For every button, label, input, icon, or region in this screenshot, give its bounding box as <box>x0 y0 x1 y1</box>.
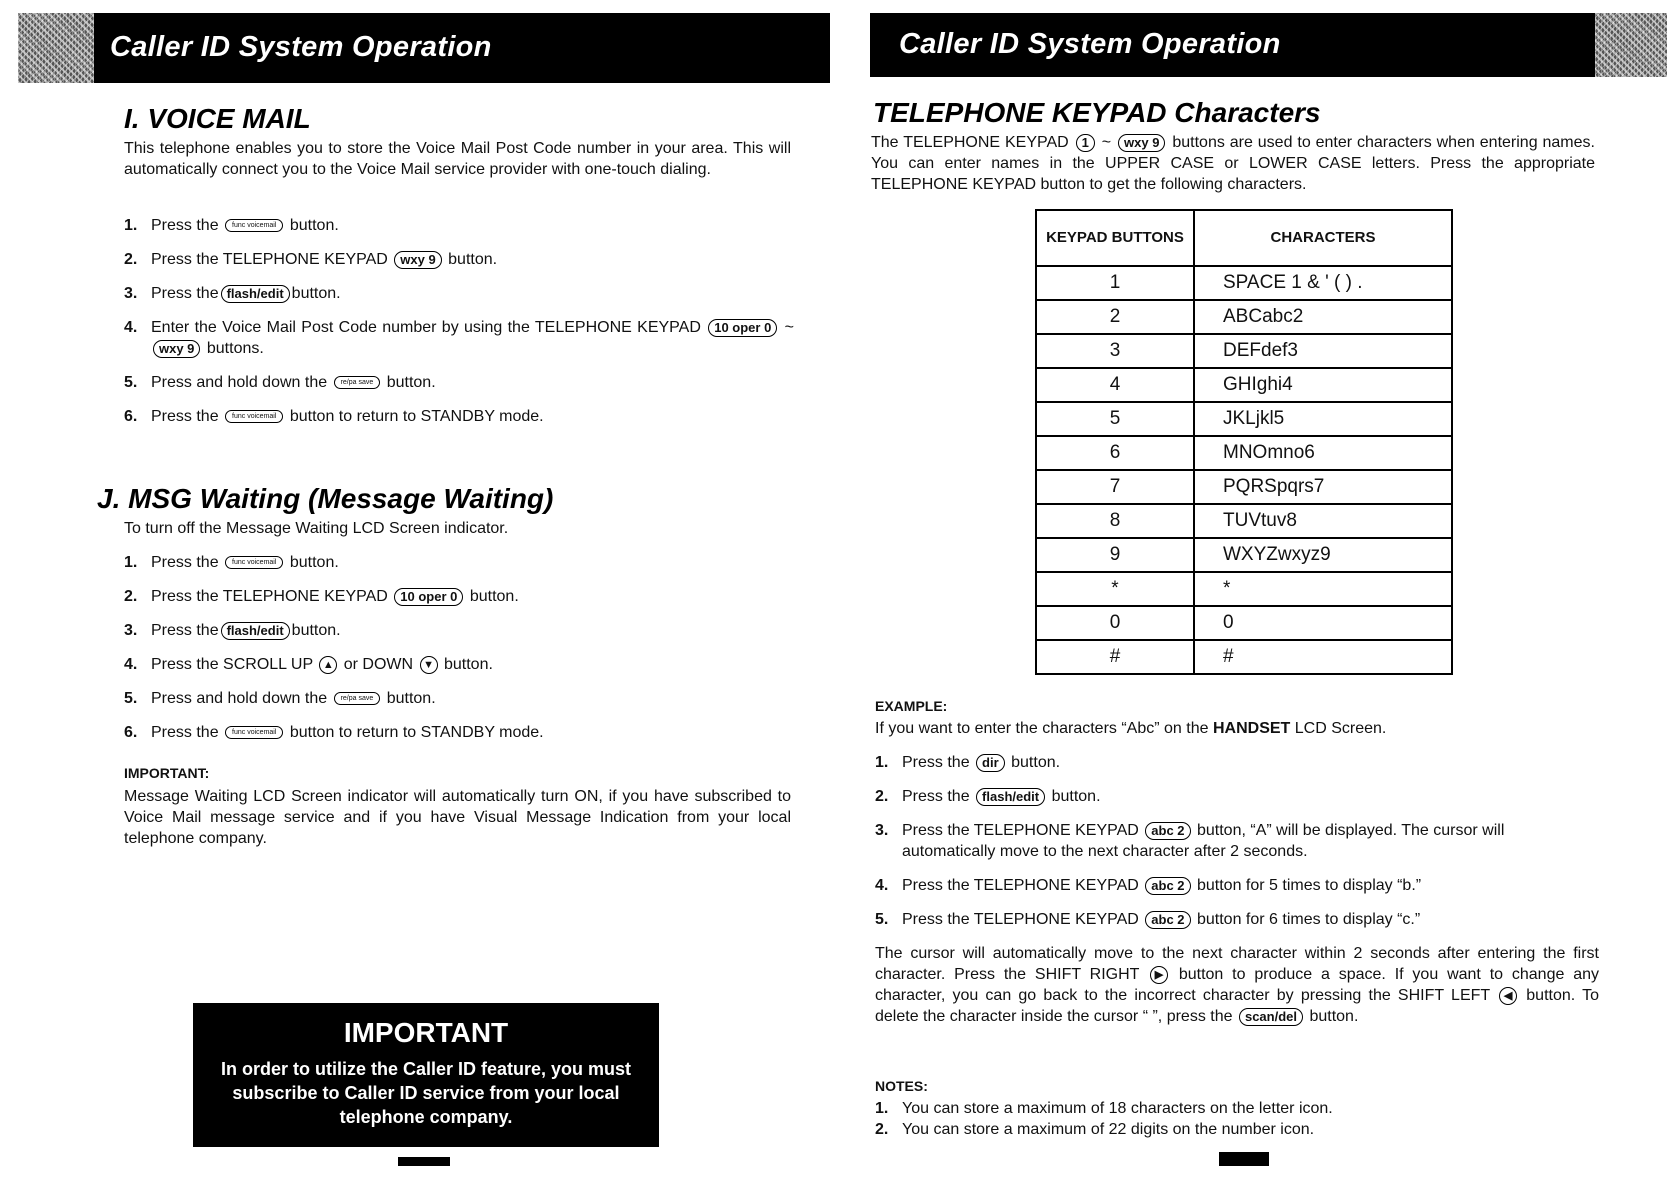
banner-texture <box>18 13 94 83</box>
example-label: EXAMPLE: <box>875 698 948 714</box>
scroll-up-icon: ▲ <box>319 656 337 674</box>
important-box-title: IMPORTANT <box>343 1017 509 1048</box>
list-item: 2. You can store a maximum of 22 digits on the number icon. <box>875 1121 1315 1138</box>
func-voicemail-key-icon: func voicemail <box>225 726 283 739</box>
list-item: 2. Press the TELEPHONE KEYPAD wxy 9 button. <box>124 251 498 268</box>
shift-right-icon: ▶ <box>1150 966 1168 984</box>
banner-title: Caller ID System Operation <box>899 28 1281 60</box>
keypad-9-key-icon: wxy 9 <box>394 251 441 269</box>
table-header-row <box>1036 210 1452 266</box>
important-box-body: In order to utilize the Caller ID feature, you must subscribe to Caller ID service from your local telephone company. <box>220 1059 632 1127</box>
keypad-9-key-icon: wxy 9 <box>153 340 200 358</box>
shift-left-icon: ◀ <box>1499 987 1517 1005</box>
func-voicemail-key-icon: func voicemail <box>225 219 283 232</box>
example-steps <box>875 752 1599 930</box>
notes-label: NOTES: <box>875 1078 928 1094</box>
keypad-heading: TELEPHONE KEYPAD Characters <box>873 97 1321 128</box>
table-row: 5 JKLjkl5 <box>1036 402 1452 436</box>
col-header-characters: CHARACTERS <box>1194 210 1452 266</box>
list-item: 1. You can store a maximum of 18 characters on the letter icon. <box>875 1100 1333 1117</box>
scroll-down-icon: ▼ <box>420 656 438 674</box>
msg-waiting-heading: J. MSG Waiting (Message Waiting) <box>97 483 554 514</box>
list-item: 5. Press and hold down the re/pa save button. <box>124 690 436 707</box>
table-row: 8 TUVtuv8 <box>1036 504 1452 538</box>
list-item: 5. Press and hold down the re/pa save button. <box>124 374 436 391</box>
list-item: 4. Press the SCROLL UP ▲ or DOWN ▼ button. <box>124 656 493 673</box>
list-item: 1. Press the dir button. <box>875 754 1061 771</box>
flash-edit-key-icon: flash/edit <box>221 622 290 640</box>
flash-edit-key-icon: flash/edit <box>221 285 290 303</box>
func-voicemail-key-icon: func voicemail <box>225 410 283 423</box>
list-item: 4. Enter the Voice Mail Post Code number by using the TELEPHONE KEYPAD 10 oper 0 ~ wxy 9 buttons. <box>124 319 794 357</box>
right-page <box>839 0 1678 1185</box>
table-row: 6 MNOmno6 <box>1036 436 1452 470</box>
scan-del-key-icon: scan/del <box>1239 1008 1303 1026</box>
voice-mail-heading: I. VOICE MAIL <box>124 103 311 134</box>
voice-mail-steps <box>124 215 794 427</box>
col-header-keypad: KEYPAD BUTTONS <box>1036 210 1194 266</box>
important-box <box>193 1003 659 1147</box>
list-item: 2. Press the TELEPHONE KEYPAD 10 oper 0 button. <box>124 588 519 605</box>
keypad-2-key-icon: abc 2 <box>1145 877 1190 895</box>
list-item: 2. Press the flash/edit button. <box>875 788 1101 805</box>
table-row: * * <box>1036 572 1452 606</box>
msg-waiting-steps <box>124 552 794 743</box>
list-item: 6. Press the func voicemail button to return to STANDBY mode. <box>124 724 544 741</box>
func-voicemail-key-icon: func voicemail <box>225 556 283 569</box>
table-row: 4 GHIghi4 <box>1036 368 1452 402</box>
table-row: 1 SPACE 1 & ' ( ) . <box>1036 266 1452 300</box>
keypad-2-key-icon: abc 2 <box>1145 911 1190 929</box>
banner-title: Caller ID System Operation <box>110 31 492 63</box>
list-item: 5. Press the TELEPHONE KEYPAD abc 2 button for 6 times to display “c.” <box>875 911 1421 928</box>
list-item: 4. Press the TELEPHONE KEYPAD abc 2 button for 5 times to display “b.” <box>875 877 1422 894</box>
redial-pause-save-key-icon: re/pa save <box>334 376 381 389</box>
page-number-mark <box>398 1157 450 1166</box>
list-item: 3. Press the TELEPHONE KEYPAD abc 2 button, “A” will be displayed. The cursor will automatically move to the next character after 2 seconds. <box>875 822 1505 860</box>
table-row: 7 PQRSpqrs7 <box>1036 470 1452 504</box>
table-row: # # <box>1036 640 1452 674</box>
table-row: 2 ABCabc2 <box>1036 300 1452 334</box>
keypad-intro: The TELEPHONE KEYPAD 1 ~ wxy 9 buttons are used to enter characters when entering names. You can enter names in the UPPER CASE or LOWER CASE letters. Press the appropriate TELEPHONE KEYPAD button to get the following characters. <box>871 134 1595 193</box>
page-number-mark <box>1219 1152 1269 1166</box>
important-text: Message Waiting LCD Screen indicator will automatically turn ON, if you have subscribed to Voice Mail message service and if you have Visual Message Indication from your local telephone company. <box>124 788 791 847</box>
keypad-1-key-icon: 1 <box>1076 134 1095 152</box>
keypad-0-key-icon: 10 oper 0 <box>708 319 777 337</box>
example-intro: If you want to enter the characters “Abc” on the HANDSET LCD Screen. <box>875 720 1387 737</box>
table-row: 3 DEFdef3 <box>1036 334 1452 368</box>
important-label: IMPORTANT: <box>124 765 210 781</box>
notes-list <box>875 1098 1599 1140</box>
dir-key-icon: dir <box>976 754 1005 772</box>
banner <box>870 13 1667 77</box>
cursor-paragraph: The cursor will automatically move to the next character within 2 seconds after entering the first character. Press the SHIFT RIGHT ▶ button to produce a space. If you want to change any character, you can go back to the incorrect character by pressing the SHIFT LEFT ◀ button. To delete the character inside the cursor “ ”, press the scan/del button. <box>875 945 1599 1025</box>
keypad-9-key-icon: wxy 9 <box>1118 134 1165 152</box>
table-row: 0 0 <box>1036 606 1452 640</box>
redial-pause-save-key-icon: re/pa save <box>334 692 381 705</box>
list-item: 3. Press the flash/edit button. <box>124 622 341 639</box>
keypad-0-key-icon: 10 oper 0 <box>394 588 463 606</box>
keypad-2-key-icon: abc 2 <box>1145 822 1190 840</box>
banner-texture <box>1595 13 1667 77</box>
voice-mail-intro: This telephone enables you to store the Voice Mail Post Code number in your area. This will automatically connect you to the Voice Mail service provider with one-touch dialing. <box>124 140 791 178</box>
keypad-characters-table <box>1035 209 1453 675</box>
list-item: 1. Press the func voicemail button. <box>124 554 339 571</box>
list-item: 1. Press the func voicemail button. <box>124 217 339 234</box>
table-row: 9 WXYZwxyz9 <box>1036 538 1452 572</box>
flash-edit-key-icon: flash/edit <box>976 788 1045 806</box>
msg-waiting-intro: To turn off the Message Waiting LCD Screen indicator. <box>124 520 509 537</box>
list-item: 3. Press the flash/edit button. <box>124 285 341 302</box>
list-item: 6. Press the func voicemail button to return to STANDBY mode. <box>124 408 544 425</box>
banner <box>18 13 830 83</box>
